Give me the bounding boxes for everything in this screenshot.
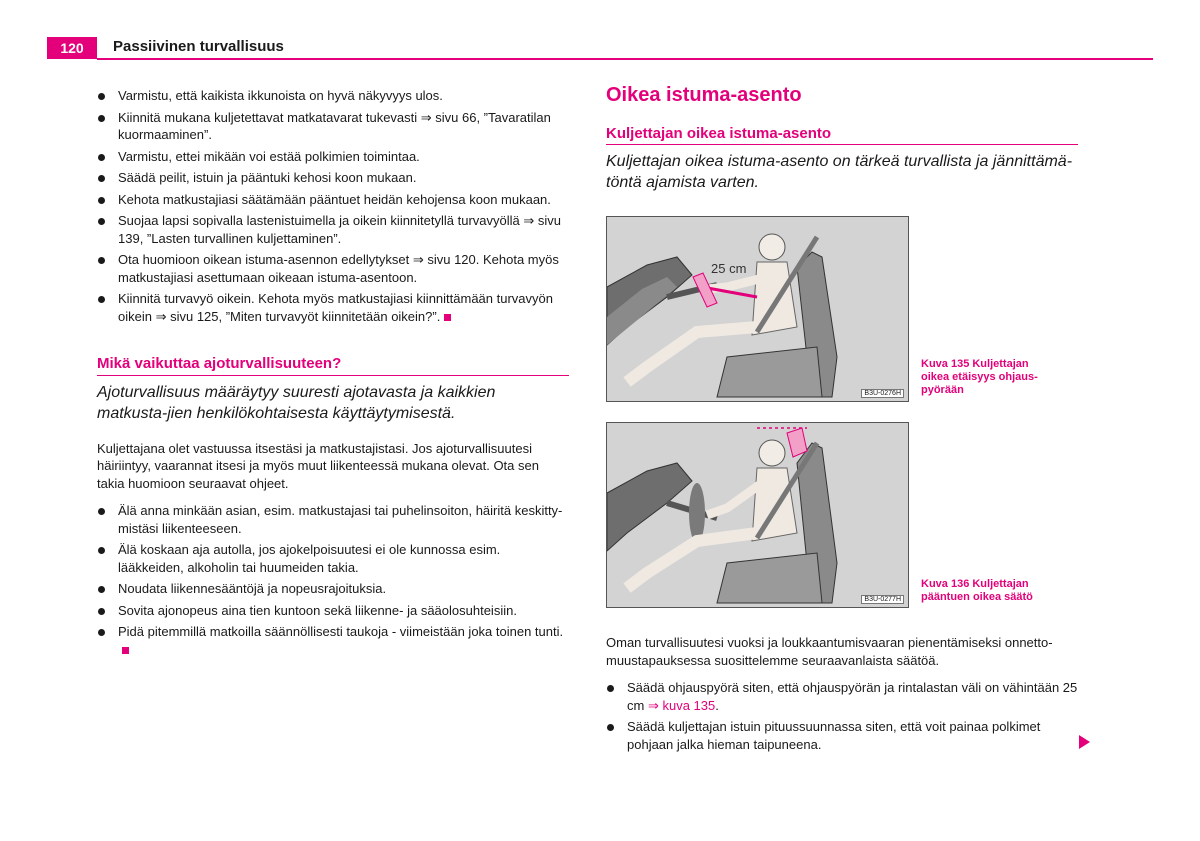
bullet-icon [98, 547, 105, 554]
list-item-text: Säädä ohjauspyörä siten, että ohjauspyörän ja rintalastan väli on vähintään 25 cm [627, 680, 1078, 713]
list-item [97, 502, 569, 537]
list-item [97, 290, 569, 325]
section-end-marker [122, 647, 129, 654]
list-item-text: Ota huomioon oikean istuma-asennon edellytykset ⇒ sivu 120. Kehota myös matkustajiasi asettumaan oikeaan istuma-asentoon. [118, 252, 559, 285]
body-paragraph: Kuljettajana olet vastuussa itsestäsi ja matkustajistasi. Jos ajoturvallisuutesi häiriintyy, vaarannat itsesi ja myös muut liikenteessä mukana olevat. Ota sen takia huomioon seuraavat ohjeet. [97, 440, 539, 491]
list-item-text: Pidä pitemmillä matkoilla säännöllisesti taukoja - viimeistään joka toinen tunti. [118, 624, 564, 639]
list-item: Säädä ohjauspyörä siten, että ohjauspyörän ja rintalastan väli on vähintään 25 cm ⇒ kuva 135. [606, 679, 1078, 714]
right-column [606, 84, 1078, 209]
section-heading: Kuljettajan oikea istuma-asento [606, 125, 1078, 146]
list-item-text: Suojaa lapsi sopivalla lastenistuimella ja oikein kiinnitetyllä turvavyöllä ⇒ sivu 139, ”Lasten turvallinen kuljettaminen”. [118, 213, 561, 246]
body-paragraph: Oman turvallisuutesi vuoksi ja loukkaantumisvaaran pienentämiseksi onnetto-muustapauksessa suosittelemme seuraavanlaista säätöä. [606, 635, 1053, 668]
list-item-text: Varmistu, ettei mikään voi estää polkimien toimintaa. [118, 148, 420, 164]
list-item [97, 212, 569, 247]
bullet-icon [98, 154, 105, 161]
list-item [97, 169, 569, 187]
headrest-illustration [607, 423, 908, 607]
page-heading: Oikea istuma-asento [606, 84, 802, 106]
figure-caption: Kuva 135 Kuljettajan oikea etäisyys ohjaus-pyörään [921, 358, 1038, 396]
bullet-icon [98, 296, 105, 303]
list-item [606, 718, 1078, 753]
driver-seat-illustration [607, 217, 908, 401]
list-item [97, 580, 569, 598]
left-column [97, 87, 569, 662]
lead-paragraph: Kuljettajan oikea istuma-asento on tärkeä turvallista ja jännittämä-töntä ajamista varten. [606, 153, 1073, 191]
list-item-text: Varmistu, että kaikista ikkunoista on hyvä näkyvyys ulos. [118, 88, 443, 103]
continue-arrow-icon [1079, 735, 1090, 749]
lead-paragraph: Ajoturvallisuus määräytyy suuresti ajotavasta ja kaikkien matkusta-jien henkilökohtaisesta käyttäytymisestä. [97, 383, 496, 422]
list-item-text: Säädä kuljettajan istuin pituussuunnassa siten, että voit painaa polkimet pohjaan jalka hieman taipuneena. [627, 719, 1041, 752]
list-item [97, 148, 569, 166]
header-rule [97, 58, 1153, 60]
list-item [97, 251, 569, 286]
section-end-marker [444, 314, 451, 321]
list-item [97, 623, 569, 658]
list-item-text: Säädä peilit, istuin ja pääntuki kehosi koon mukaan. [118, 170, 417, 185]
list-item-text: Sovita ajonopeus aina tien kuntoon sekä liikenne- ja sääolosuhteisiin. [118, 602, 517, 618]
bullet-icon [607, 685, 614, 692]
section-heading: Mikä vaikuttaa ajoturvallisuuteen? [97, 355, 569, 376]
figure-code: B3U-0277H [861, 595, 904, 604]
page-number: 120 [47, 37, 97, 59]
chapter-title: Passiivinen turvallisuus [113, 38, 284, 55]
bullet-icon [98, 629, 105, 636]
list-item-text: Kehota matkustajiasi säätämään pääntuet heidän kehojensa koon mukaan. [118, 191, 551, 207]
figure-headrest [606, 422, 909, 608]
bullet-icon [98, 257, 105, 264]
list-item-text: Kiinnitä turvavyö oikein. Kehota myös matkustajiasi kiinnittämään turvavyön oikein ⇒ sivu 125, ”Miten turvavyöt kiinnitetään oikein?”. [118, 291, 553, 324]
distance-label: 25 cm [711, 261, 747, 276]
list-item-text: Noudata liikennesääntöjä ja nopeusrajoituksia. [118, 581, 387, 596]
bullet-icon [98, 93, 105, 100]
list-item [97, 109, 569, 144]
figure-link[interactable]: ⇒ kuva 135 [647, 697, 716, 713]
list-item-text: Älä anna minkään asian, esim. matkustajasi tai puhelinsoiton, häiritä keskitty-mistäsi liikenteeseen. [118, 503, 563, 536]
bullet-icon [98, 508, 105, 515]
list-item [97, 191, 569, 209]
bullet-icon [98, 586, 105, 593]
list-item [97, 541, 569, 576]
list-item-text: Älä koskaan aja autolla, jos ajokelpoisuutesi ei ole kunnossa esim. lääkkeiden, alkoholin tai huumeiden takia. [118, 542, 501, 575]
right-column-lower [606, 634, 1078, 757]
bullet-icon [607, 724, 614, 731]
bullet-icon [98, 608, 105, 615]
figure-caption: Kuva 136 Kuljettajan pääntuen oikea säätö [921, 578, 1033, 603]
figure-code: B3U-0276H [861, 389, 904, 398]
figure-steering-distance [606, 216, 909, 402]
bullet-icon [98, 115, 105, 122]
list-item-text: Kiinnitä mukana kuljetettavat matkatavarat tukevasti ⇒ sivu 66, ”Tavaratilan kuormaaminen”. [118, 109, 551, 142]
bullet-icon [98, 197, 105, 204]
list-item [97, 602, 569, 620]
bullet-icon [98, 218, 105, 225]
list-item [97, 87, 569, 105]
page-header [47, 37, 1153, 59]
bullet-icon [98, 175, 105, 182]
